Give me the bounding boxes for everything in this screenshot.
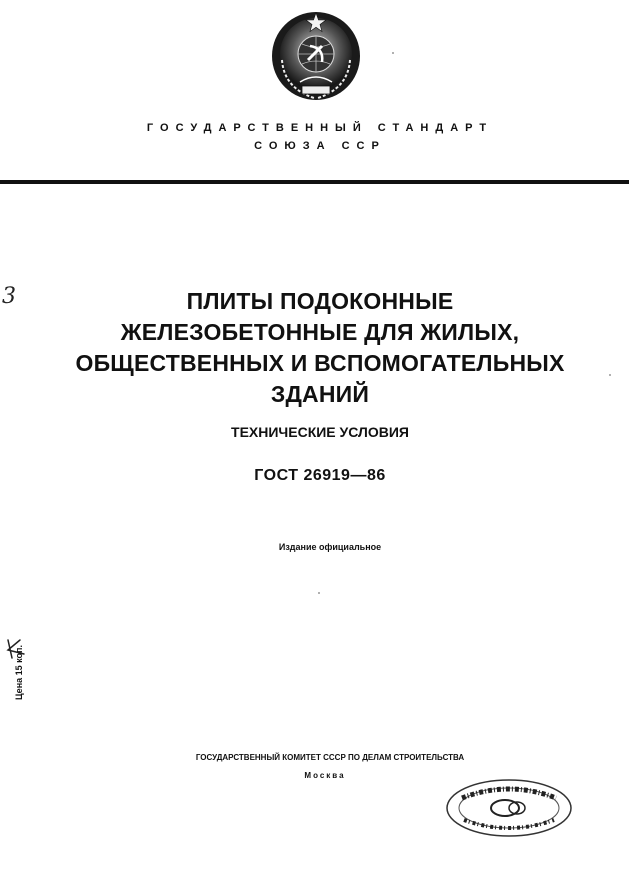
edition-label: Издание официальное xyxy=(278,542,382,552)
price-label: Цена 15 коп. xyxy=(14,645,24,700)
publisher-name: ГОСУДАРСТВЕННЫЙ КОМИТЕТ СССР ПО ДЕЛАМ СТРОИТЕЛЬСТВА xyxy=(195,753,465,762)
state-emblem-icon xyxy=(270,10,362,102)
publisher-city: Москва xyxy=(304,771,346,780)
scan-speck xyxy=(609,374,611,376)
handwritten-margin-number: 3 xyxy=(2,284,16,309)
header-divider xyxy=(0,180,629,184)
title-line: ПЛИТЫ ПОДОКОННЫЕ xyxy=(186,288,454,314)
title-line: ЖЕЛЕЗОБЕТОННЫЕ ДЛЯ ЖИЛЫХ, xyxy=(120,319,520,345)
document-subtitle: ТЕХНИЧЕСКИЕ УСЛОВИЯ xyxy=(231,424,409,440)
scan-speck xyxy=(392,52,394,54)
scan-speck xyxy=(318,592,320,594)
standard-header-line2: СОЮЗА ССР xyxy=(254,140,386,152)
library-stamp-icon xyxy=(442,776,577,840)
document-title xyxy=(0,286,629,410)
title-line: ЗДАНИЙ xyxy=(270,381,370,407)
gost-number: ГОСТ 26919—86 xyxy=(254,467,386,484)
title-line: ОБЩЕСТВЕННЫХ И ВСПОМОГАТЕЛЬНЫХ xyxy=(75,350,565,376)
standard-header-line1: ГОСУДАРСТВЕННЫЙ СТАНДАРТ xyxy=(146,122,494,134)
